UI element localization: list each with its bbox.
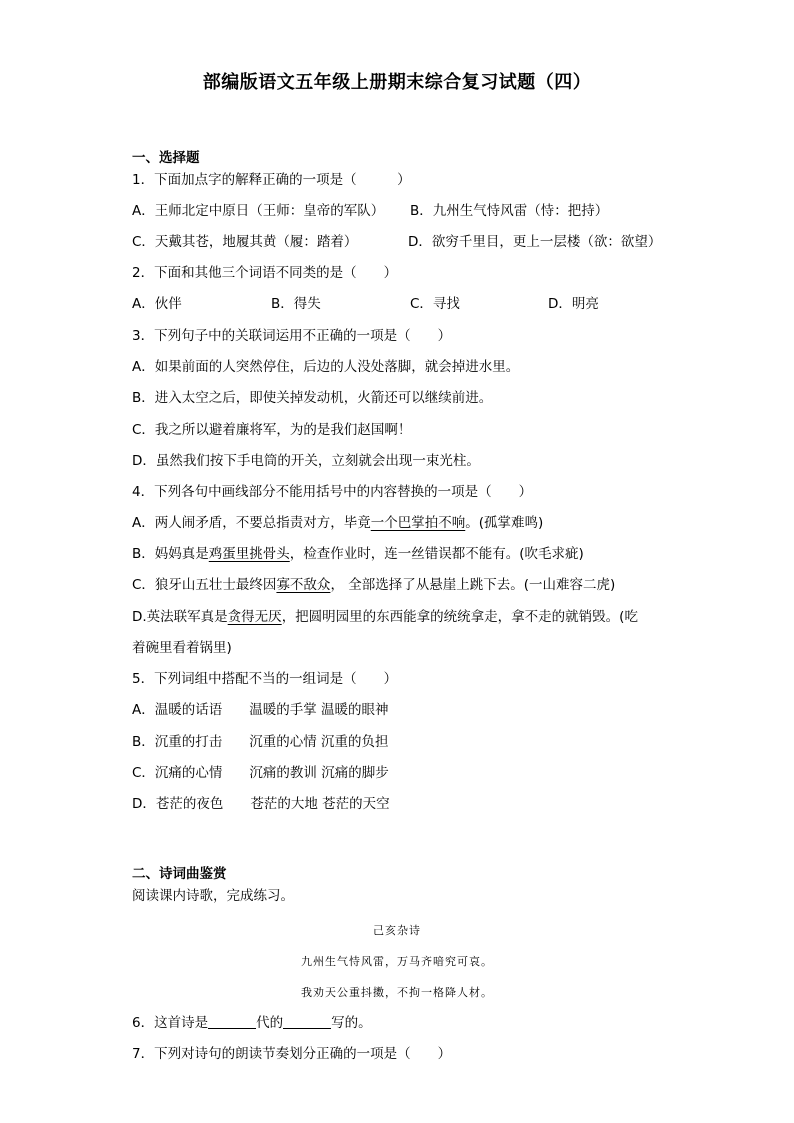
answer-blank-dynasty[interactable] [208, 1014, 256, 1029]
question-1-option-c: C．天戴其苍，地履其黄（履：踏着） [132, 234, 358, 250]
question-5-option-c: C．沉痛的心情 沉痛的教训 沉痛的脚步 [132, 765, 389, 781]
option-text: D.英法联军真是 [132, 609, 228, 625]
question-3-option-a: A．如果前面的人突然停住，后边的人没处落脚，就会掉进水里。 [132, 359, 520, 375]
section-heading-choice: 一、选择题 [132, 150, 200, 166]
question-5-option-a: A．温暖的话语 温暖的手掌 温暖的眼神 [132, 702, 389, 718]
question-4-option-c [132, 575, 615, 595]
question-5-option-b: B．沉重的打击 沉重的心情 沉重的负担 [132, 734, 389, 750]
question-6-text: 代的 [256, 1015, 284, 1031]
answer-blank-author[interactable] [283, 1014, 331, 1029]
option-text: 。(孤掌难鸣) [465, 515, 544, 531]
question-4-option-b [132, 544, 584, 564]
poem-title: 己亥杂诗 [373, 924, 421, 937]
page-title: 部编版语文五年级上册期末综合复习试题（四） [202, 72, 592, 93]
question-4-option-a [132, 513, 543, 533]
question-1-stem: 1．下面加点字的解释正确的一项是（ ） [132, 172, 411, 188]
question-6-text: 6．这首诗是 [132, 1015, 209, 1031]
question-3-option-c: C．我之所以避着廉将军，为的是我们赵国啊！ [132, 422, 412, 438]
reading-instruction: 阅读课内诗歌，完成练习。 [132, 888, 294, 904]
option-text: ， 全部选择了从悬崖上跳下去。(一山难容二虎) [330, 577, 616, 593]
question-7-stem: 7．下列对诗句的朗读节奏划分正确的一项是（ ） [132, 1046, 452, 1062]
question-2-option-b: B．得失 [271, 296, 321, 312]
question-3-stem: 3．下列句子中的关联词运用不正确的一项是（ ） [132, 328, 452, 344]
underlined-phrase: 鸡蛋里挑骨头 [208, 546, 290, 562]
question-5-stem: 5．下列词组中搭配不当的一组词是（ ） [132, 671, 398, 687]
poem-line-1: 九州生气恃风雷，万马齐喑究可哀。 [301, 955, 493, 968]
poem-line-2: 我劝天公重抖擞，不拘一格降人材。 [301, 986, 493, 999]
question-3-option-b: B．进入太空之后，即使关掉发动机，火箭还可以继续前进。 [132, 390, 493, 406]
question-1-option-d: D．欲穷千里目，更上一层楼（欲：欲望） [408, 234, 662, 250]
question-3-option-d: D．虽然我们按下手电筒的开关，立刻就会出现一束光柱。 [132, 453, 480, 469]
question-6-text: 写的。 [331, 1015, 372, 1031]
question-2-stem: 2．下面和其他三个词语不同类的是（ ） [132, 265, 398, 281]
option-text: ，检查作业时，连一丝错误都不能有。(吹毛求疵) [289, 546, 584, 562]
underlined-phrase: 寡不敌众 [276, 577, 331, 593]
question-2-option-d: D．明亮 [548, 296, 599, 312]
question-5-option-d: D．苍茫的夜色 苍茫的大地 苍茫的天空 [132, 796, 390, 812]
question-2-option-a: A．伙伴 [132, 296, 182, 312]
question-4-option-d-continued: 着碗里看着锅里) [132, 640, 232, 656]
question-4-option-d [132, 607, 638, 627]
underlined-phrase: 一个巴掌拍不响 [370, 515, 466, 531]
question-2-option-c: C．寻找 [410, 296, 460, 312]
question-6 [132, 1013, 372, 1033]
question-4-stem: 4．下列各句中画线部分不能用括号中的内容替换的一项是（ ） [132, 484, 533, 500]
option-text: ，把圆明园里的东西能拿的统统拿走，拿不走的就销毁。(吃 [281, 609, 638, 625]
section-heading-poetry: 二、诗词曲鉴赏 [132, 866, 227, 882]
question-1-option-a: A．王师北定中原日（王师：皇帝的军队） [132, 203, 385, 219]
option-text: B．妈妈真是 [132, 546, 209, 562]
question-1-option-b: B．九州生气恃风雷（恃：把持） [410, 203, 609, 219]
option-text: A．两人闹矛盾，不要总指责对方，毕竟 [132, 515, 371, 531]
underlined-phrase: 贪得无厌 [227, 609, 282, 625]
option-text: C．狼牙山五壮士最终因 [132, 577, 277, 593]
